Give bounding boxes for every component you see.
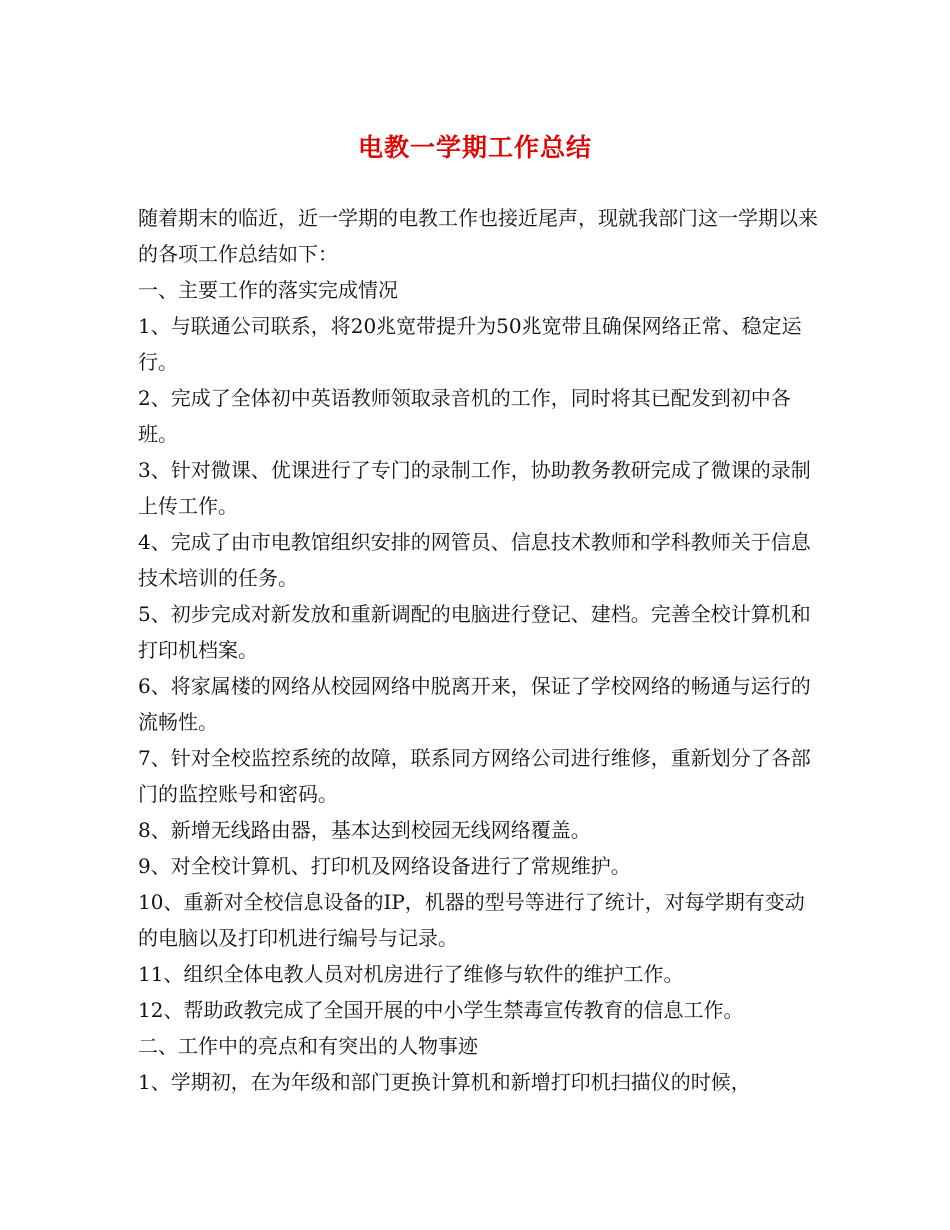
list-item: 3、针对微课、优课进行了专门的录制工作，协助教务教研完成了微课的录制上传工作。 — [138, 458, 811, 518]
list-item: 10、重新对全校信息设备的IP，机器的型号等进行了统计，对每学期有变动的电脑以及打印机进行编号与记录。 — [138, 890, 805, 950]
list-item: 5、初步完成对新发放和重新调配的电脑进行登记、建档。完善全校计算机和打印机档案。 — [138, 602, 811, 662]
document-body — [138, 200, 818, 1100]
list-item: 1、与联通公司联系，将20兆宽带提升为50兆宽带且确保网络正常、稳定运行。 — [138, 314, 802, 374]
list-item: 12、帮助政教完成了全国开展的中小学生禁毒宣传教育的信息工作。 — [138, 998, 744, 1022]
list-item: 1、学期初，在为年级和部门更换计算机和新增打印机扫描仪的时候， — [138, 1070, 751, 1094]
list-item: 6、将家属楼的网络从校园网络中脱离开来，保证了学校网络的畅通与运行的流畅性。 — [138, 674, 811, 734]
intro-paragraph: 随着期末的临近，近一学期的电教工作也接近尾声，现就我部门这一学期以来的各项工作总结如下： — [138, 206, 818, 266]
document-title: 电教一学期工作总结 — [357, 133, 592, 162]
list-item: 8、新增无线路由器，基本达到校园无线网络覆盖。 — [138, 818, 591, 842]
list-item: 11、组织全体电教人员对机房进行了维修与软件的维护工作。 — [138, 962, 684, 986]
list-item: 4、完成了由市电教馆组织安排的网管员、信息技术教师和学科教师关于信息技术培训的任务。 — [138, 530, 811, 590]
list-item: 7、针对全校监控系统的故障，联系同方网络公司进行维修，重新划分了各部门的监控账号和密码。 — [138, 746, 811, 806]
list-item: 9、对全校计算机、打印机及网络设备进行了常规维护。 — [138, 854, 631, 878]
section-heading-1: 一、主要工作的落实完成情况 — [138, 278, 398, 302]
list-item: 2、完成了全体初中英语教师领取录音机的工作，同时将其已配发到初中各班。 — [138, 386, 791, 446]
section-heading-2: 二、工作中的亮点和有突出的人物事迹 — [138, 1034, 478, 1058]
